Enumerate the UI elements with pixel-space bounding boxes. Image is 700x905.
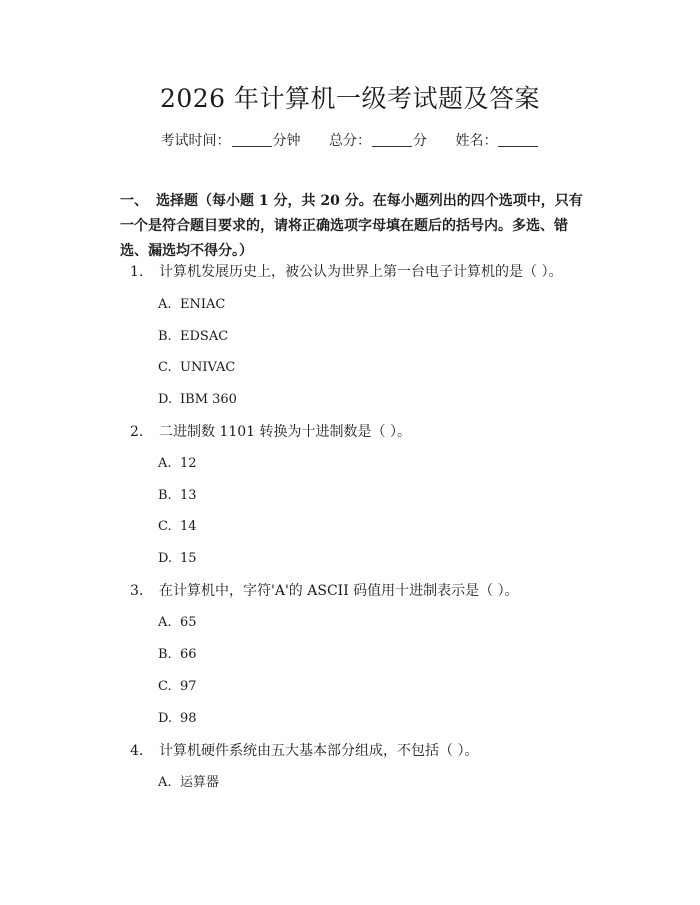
option-letter: C.: [158, 360, 172, 375]
question-1: [130, 262, 600, 282]
option-letter: D.: [158, 551, 173, 566]
question-3-option-c: [158, 677, 197, 697]
option-letter: A.: [158, 456, 172, 471]
question-3-option-b: [158, 645, 197, 665]
name-blank: [498, 132, 538, 147]
question-number: 3.: [130, 583, 144, 599]
option-text: 14: [180, 519, 197, 534]
option-letter: A.: [158, 615, 172, 630]
option-text: 运算器: [180, 775, 220, 790]
option-letter: C.: [158, 519, 172, 534]
section-number: 一、: [120, 193, 148, 209]
option-text: 65: [180, 615, 197, 630]
question-number: 1.: [130, 264, 144, 280]
option-letter: D.: [158, 392, 173, 407]
name-field: [455, 131, 539, 151]
option-text: 97: [180, 679, 197, 694]
option-text: EDSAC: [180, 329, 229, 344]
question-1-option-b: [158, 327, 228, 347]
option-letter: D.: [158, 711, 173, 726]
question-text: 二进制数 1101 转换为十进制数是（ ）。: [159, 424, 411, 440]
section-instructions: 选择题（每小题 1 分，共 20 分。在每小题列出的四个选项中，只有一个是符合题目要求的，请将正确选项字母填在题后的括号内。多选、错选、漏选均不得分。）: [120, 193, 583, 259]
question-2-option-d: [158, 549, 197, 569]
option-text: UNIVAC: [180, 360, 236, 375]
option-text: 98: [180, 711, 197, 726]
question-1-option-c: [158, 358, 235, 378]
total-score-field: [329, 131, 427, 151]
exam-time-field: [161, 131, 301, 151]
exam-time-label: 考试时间：: [160, 133, 231, 149]
option-text: 13: [180, 488, 197, 503]
question-1-option-d: [158, 390, 237, 410]
question-text: 计算机发展历史上，被公认为世界上第一台电子计算机的是（ ）。: [159, 264, 563, 280]
option-text: ENIAC: [180, 297, 226, 312]
question-4: [130, 741, 600, 761]
option-letter: A.: [158, 297, 172, 312]
exam-time-blank: [232, 132, 272, 147]
option-text: IBM 360: [180, 392, 237, 407]
option-text: 66: [180, 647, 197, 662]
question-number: 4.: [130, 743, 144, 759]
exam-time-unit: 分钟: [272, 133, 301, 149]
question-3-option-d: [158, 709, 197, 729]
question-2-option-b: [158, 486, 197, 506]
exam-meta-line: [0, 131, 700, 151]
option-letter: A.: [158, 775, 172, 790]
section-heading: [120, 189, 595, 264]
total-score-label: 总分：: [329, 133, 371, 149]
question-2: [130, 422, 600, 442]
question-2-option-c: [158, 517, 197, 537]
question-3: [130, 581, 600, 601]
question-text: 计算机硬件系统由五大基本部分组成，不包括（ ）。: [159, 743, 479, 759]
question-text: 在计算机中，字符'A'的 ASCII 码值用十进制表示是（ ）。: [159, 583, 519, 599]
question-3-option-a: [158, 613, 197, 633]
option-letter: B.: [158, 329, 172, 344]
question-number: 2.: [130, 424, 144, 440]
total-score-blank: [372, 132, 412, 147]
name-label: 姓名：: [455, 133, 498, 149]
question-2-option-a: [158, 454, 197, 474]
option-letter: B.: [158, 647, 172, 662]
question-4-option-a: [158, 773, 219, 793]
question-1-option-a: [158, 295, 225, 315]
option-text: 15: [180, 551, 197, 566]
total-score-unit: 分: [413, 133, 427, 149]
option-text: 12: [180, 456, 197, 471]
exam-title: 2026 年计算机一级考试题及答案: [159, 84, 541, 113]
option-letter: B.: [158, 488, 172, 503]
option-letter: C.: [158, 679, 172, 694]
